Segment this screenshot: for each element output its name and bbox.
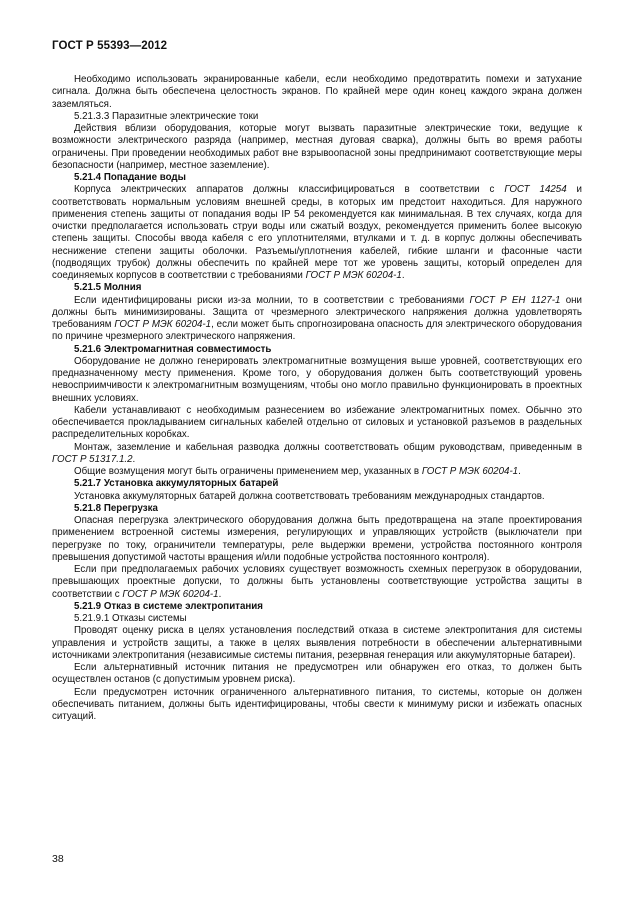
text-segment: 5.21.3.3 Паразитные электрические токи: [74, 110, 259, 122]
text-segment: 5.21.9 Отказ в системе электропитания: [74, 600, 263, 612]
standard-reference: ГОСТ Р МЭК 60204-1: [421, 466, 519, 477]
standard-reference: ГОСТ Р МЭК 60204-1: [122, 588, 219, 600]
paragraph: [52, 662, 582, 687]
standard-reference: ГОСТ Р 51317.1.2: [52, 453, 133, 465]
text-segment: Если альтернативный источник питания не предусмотрен или обнаружен его отказ, то должен быть осуществлен останов (с допустимым уровнем риска).: [52, 662, 582, 686]
paragraph: [52, 687, 582, 724]
paragraph: [52, 184, 582, 282]
text-segment: Если при предполагаемых рабочих условиях существует возможность схемных перегрузок в оборудовании, превышающих проектные допуски, то должны быть установлены соответствующие устройства защиты в соответствии с: [52, 564, 582, 600]
section-heading: [52, 478, 582, 490]
section-heading: [52, 282, 582, 294]
text-segment: 5.21.5 Молния: [74, 282, 142, 294]
text-segment: они должны быть минимизированы. Защита от чрезмерного электрического напряжения должна удовлетворять требованиям: [52, 294, 582, 330]
paragraph: [52, 491, 582, 503]
section-heading: [52, 344, 582, 356]
text-segment: .: [218, 588, 222, 600]
text-segment: Если предусмотрен источник ограниченного альтернативного питания, то системы, которые он должен обеспечивать питанием, должны быть идентифицированы, чтобы свести к минимуму риски и избежать опасных ситуаций.: [52, 686, 582, 722]
standard-reference: ГОСТ 14254: [504, 184, 567, 196]
subsection-heading: [52, 111, 582, 123]
section-heading: [52, 503, 582, 515]
text-segment: Корпуса электрических аппаратов должны классифицироваться в соответствии с: [74, 184, 505, 196]
document-page: [52, 40, 582, 723]
text-segment: .: [401, 270, 405, 281]
text-segment: 5.21.8 Перегрузка: [74, 502, 158, 514]
text-segment: Действия вблизи оборудования, которые могут вызвать паразитные электрические токи, ведущие к возможности электрического разряда (например, местная дуговая сварка), должны быть во время работы ограничены. При проведении необходимых работ вне взрывоопасной зоны предпринимают соответствующие меры безопасности (например, местное заземление).: [52, 123, 582, 171]
text-segment: Необходимо использовать экранированные кабели, если необходимо предотвратить помехи и затухание сигнала. Должна быть обеспечена целостность экранов. По крайней мере один конец каждого экрана должен заземляться.: [52, 74, 582, 110]
text-segment: Проводят оценку риска в целях установления последствий отказа в системе электропитания для системы управления и устройств защиты, а также в целях выявления потребности в обеспечении альтернативными источниками электропитания (независимые системы питания, резервная генерация или аккумуляторные батареи).: [52, 625, 582, 661]
standard-reference: ГОСТ Р ЕН 1127-1: [469, 294, 561, 306]
text-segment: .: [132, 453, 136, 465]
section-heading: [52, 601, 582, 613]
paragraph: [52, 442, 582, 467]
text-segment: Оборудование не должно генерировать электромагнитные возмущения выше уровней, соответствующих его предназначенному месту применения. Кроме того, у оборудования должен быть соответствующий уровень невосприимчивости к электромагнитным возмущениям, чтобы оно могло правильно функционировать в проектных внешних условиях.: [52, 355, 582, 404]
text-segment: и соответствовать нормальным условиям внешней среды, в которых им предстоит находиться. Для наружного применения степень защиты от попадания воды IP 54 рекомендуется как минимальная. В тех случаях, когда для очистки предполагается использовать струи воды или сжатый воздух, рекомендуется применить более высокую степень защиты. Способы ввода кабеля с его уплотнителями, втулками и т. д. в корпус должны обеспечивать неснижение степени защиты оболочки. Разъемы/уплотнения кабелей, гибкие шланги и фасонные части (подводящих трубок) должны обеспечить по крайней мере тот же уровень защиты, который определен для соединяемых корпусов в соответствии с требованиями: [52, 184, 583, 281]
text-segment: Опасная перегрузка электрического оборудования должна быть предотвращена на этапе проектирования применением встроенной системы измерения, регулирующих и управляющих устройств (выключатели при перегрузке по току, ограничители температуры, реле выдержки времени, устройства постоянного контроля превышения допустимой частоты вращения и/или подобные устройства постоянного контроля).: [52, 515, 582, 563]
paragraph: [52, 123, 582, 172]
paragraph: [52, 564, 582, 601]
text-segment: .: [518, 466, 521, 477]
paragraph: [52, 515, 582, 564]
paragraph: [52, 295, 582, 344]
text-segment: 5.21.4 Попадание воды: [74, 172, 186, 183]
page-number: 38: [52, 853, 64, 865]
text-segment: Общие возмущения могут быть ограничены применением мер, указанных в: [74, 466, 422, 477]
document-header: ГОСТ Р 55393—2012: [52, 40, 168, 52]
paragraph: [52, 466, 582, 478]
paragraph: [52, 625, 582, 662]
text-segment: 5.21.7 Установка аккумуляторных батарей: [74, 478, 279, 490]
text-segment: 5.21.6 Электромагнитная совместимость: [74, 343, 272, 355]
text-segment: Если идентифицированы риски из-за молнии, то в соответствии с требованиями: [74, 294, 470, 306]
paragraph: [52, 405, 582, 442]
text-segment: , если может быть спрогнозирована опасность для электрического оборудования по причине чрезмерного электрического напряжения.: [52, 319, 583, 343]
text-segment: Кабели устанавливают с необходимым разнесением во избежание электромагнитных помех. Обычно это обеспечивается прокладыванием сигнальных кабелей отдельно от силовых и установкой разъемов в раздельных распределительных коробках.: [52, 404, 582, 441]
text-segment: Монтаж, заземление и кабельная разводка должны соответствовать общим руководствам, приведенным в: [74, 441, 582, 453]
paragraph: [52, 356, 582, 405]
subsection-heading: [52, 613, 582, 625]
standard-reference: ГОСТ Р МЭК 60204-1: [114, 319, 212, 330]
document-body: [52, 74, 582, 723]
text-segment: 5.21.9.1 Отказы системы: [74, 613, 187, 624]
section-heading: [52, 172, 582, 184]
text-segment: Установка аккумуляторных батарей должна соответствовать требованиям международных стандартов.: [74, 490, 545, 502]
paragraph: [52, 74, 582, 111]
standard-reference: ГОСТ Р МЭК 60204-1: [305, 270, 402, 281]
